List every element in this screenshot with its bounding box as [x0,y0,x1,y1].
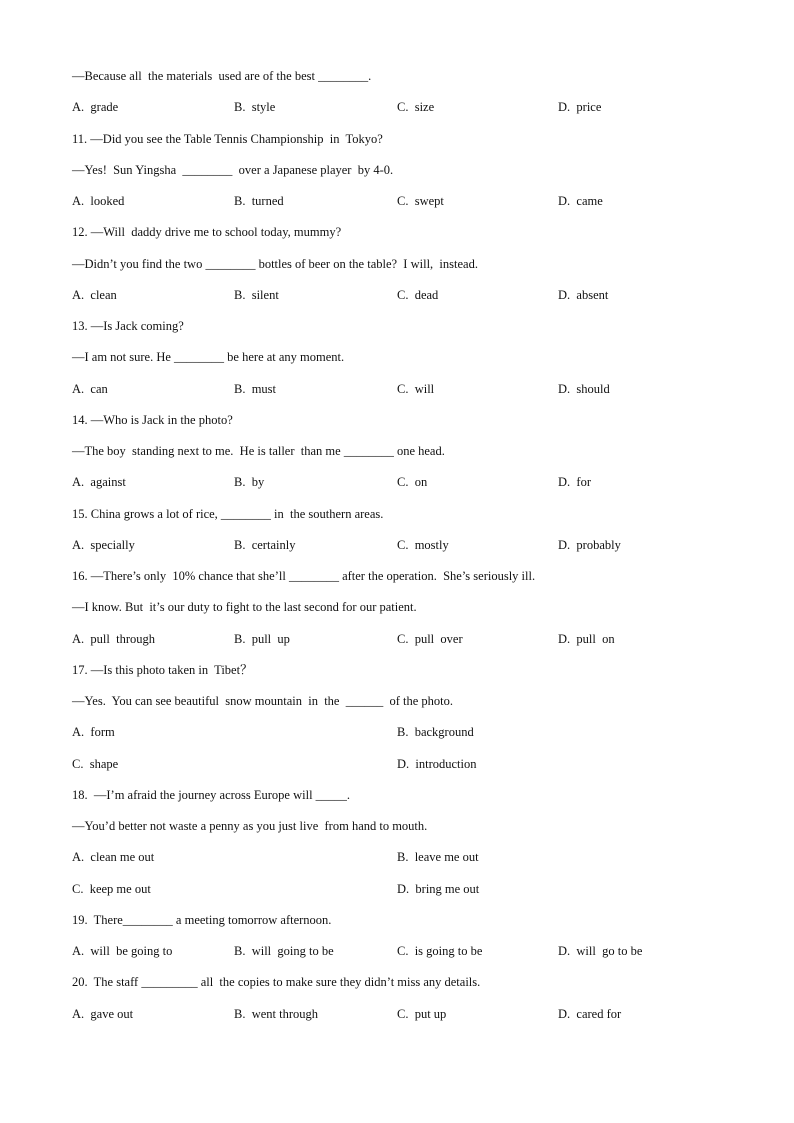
question-stem: 16. —There’s only 10% chance that she’ll ________ after the operation. She’s seriously ill. [72,569,536,583]
answer-option: C. put up [397,1006,447,1021]
answer-option: C. is going to be [397,944,483,958]
question-stem: 19. There________ a meeting tomorrow afternoon. [72,912,332,927]
answer-option: A. pull through [72,631,155,646]
answer-option: B. must [234,381,277,396]
answer-option: B. background [397,725,474,740]
answer-option: D. for [558,475,591,490]
question-stem: 17. —Is this photo taken in Tibet？ [72,662,253,677]
answer-option: D. pull on [558,631,615,646]
answer-options-row [72,287,722,303]
answer-option: C. mostly [397,537,449,552]
answer-option: C. on [397,475,428,490]
answer-options-row [72,756,722,772]
question-stem: 18. —I’m afraid the journey across Europe will _____. [72,787,351,802]
question-stem: 13. —Is Jack coming? [72,319,184,333]
answer-option: C. size [397,100,435,115]
answer-option: B. pull up [234,631,290,646]
answer-options-row [72,537,722,553]
answer-option: D. price [558,100,602,115]
question-line: —I know. But it’s our duty to fight to the last second for our patient. [72,600,417,615]
answer-option: B. silent [234,287,279,302]
question-line: —Because all the materials used are of the best ________. [72,69,372,83]
answer-options-row [72,381,722,397]
question-line: —You’d better not waste a penny as you just live from hand to mouth. [72,819,428,833]
question-stem: 14. —Who is Jack in the photo? [72,412,233,427]
answer-option: A. will be going to [72,944,173,958]
answer-option: C. shape [72,756,119,771]
answer-option: C. will [397,381,435,396]
answer-option: D. bring me out [397,881,480,896]
answer-option: B. style [234,100,276,115]
answer-option: A. against [72,475,126,490]
question-line: —Yes! Sun Yingsha ________ over a Japanese player by 4-0. [72,162,394,177]
answer-option: A. can [72,381,108,396]
question-stem: 15. China grows a lot of rice, ________ in the southern areas. [72,506,384,521]
answer-option: C. pull over [397,631,463,646]
answer-options-row [72,474,722,490]
answer-option: D. cared for [558,1006,622,1021]
answer-option: A. clean me out [72,850,155,865]
answer-option: A. form [72,725,115,740]
question-stem: 12. —Will daddy drive me to school today, mummy? [72,225,342,240]
answer-option: B. turned [234,194,284,208]
answer-option: C. swept [397,194,444,208]
answer-option: D. came [558,194,603,208]
answer-option: A. gave out [72,1006,134,1021]
question-line: —I am not sure. He ________ be here at any moment. [72,350,345,365]
answer-option: D. should [558,381,610,396]
question-line: —Yes. You can see beautiful snow mountain in the ______ of the photo. [72,694,453,708]
question-line: —Didn’t you find the two ________ bottles of beer on the table? I will, instead. [72,256,478,271]
answer-options-row [72,849,722,865]
answer-options-row [72,193,722,209]
question-stem: 11. —Did you see the Table Tennis Championship in Tokyo? [72,131,383,146]
answer-options-row [72,881,722,897]
answer-option: A. specially [72,537,135,552]
answer-option: A. clean [72,287,117,302]
question-stem: 20. The staff _________ all the copies to make sure they didn’t miss any details. [72,975,481,990]
answer-option: B. went through [234,1006,319,1021]
answer-options-row [72,631,722,647]
answer-option: D. probably [558,537,621,552]
answer-options-row [72,724,722,740]
answer-options-row [72,943,722,959]
answer-options-row [72,1006,722,1022]
answer-options-row [72,99,722,115]
answer-option: D. introduction [397,756,477,771]
answer-option: B. will going to be [234,944,334,958]
answer-option: B. by [234,475,265,490]
answer-option: A. grade [72,100,119,115]
answer-option: B. certainly [234,537,296,552]
answer-option: B. leave me out [397,850,479,865]
question-line: —The boy standing next to me. He is taller than me ________ one head. [72,444,445,458]
answer-option: A. looked [72,194,125,208]
answer-option: D. will go to be [558,944,643,958]
answer-option: C. keep me out [72,881,151,896]
answer-option: C. dead [397,287,439,302]
answer-option: D. absent [558,287,609,302]
